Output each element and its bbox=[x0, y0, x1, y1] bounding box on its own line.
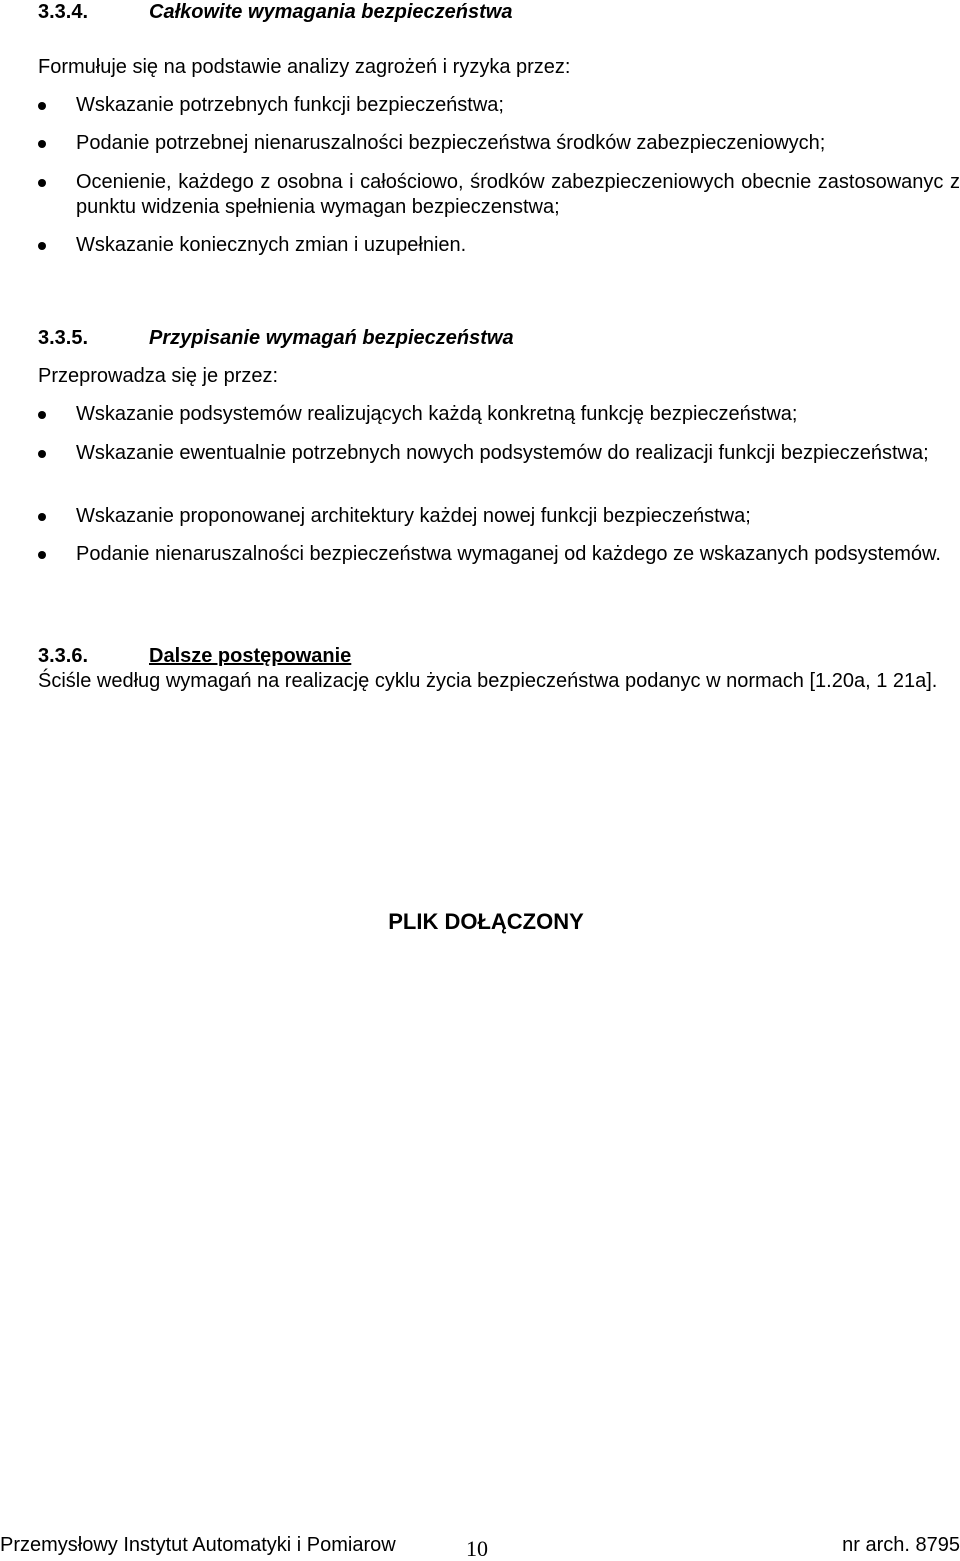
section-heading-3-3-5 bbox=[38, 326, 514, 351]
bullet-icon bbox=[38, 242, 46, 250]
bullet-icon bbox=[38, 513, 46, 521]
section-heading-3-3-4 bbox=[38, 0, 512, 25]
list-item-text: Wskazanie potrzebnych funkcji bezpieczeństwa; bbox=[76, 94, 504, 116]
list-item bbox=[38, 170, 960, 220]
list-item-text: Wskazanie proponowanej architektury każdej nowej funkcji bezpieczeństwa; bbox=[76, 505, 751, 527]
list-item-text: Ocenienie, każdego z osobna i całościowo, środków zabezpieczeniowych obecnie zastosowanyc z punktu widzenia spełnienia wymagan bezpieczenstwa; bbox=[76, 171, 960, 218]
bullet-icon bbox=[38, 411, 46, 419]
attachment-title: PLIK DOŁĄCZONY bbox=[388, 909, 584, 934]
section-title: Całkowite wymagania bezpieczeństwa bbox=[149, 1, 513, 23]
list-item bbox=[38, 542, 960, 592]
list-item-text: Podanie potrzebnej nienaruszalności bezpieczeństwa środków zabezpieczeniowych; bbox=[76, 132, 826, 154]
section-number: 3.3.5. bbox=[38, 327, 89, 349]
list-item-text: Wskazanie podsystemów realizujących każdą konkretną funkcję bezpieczeństwa; bbox=[76, 403, 798, 425]
footer-archive-number: nr arch. 8795 bbox=[842, 1534, 960, 1556]
footer-page-number: 10 bbox=[466, 1536, 488, 1561]
footer-institute: Przemysłowy Instytut Automatyki i Pomiarow bbox=[0, 1534, 396, 1556]
section-number: 3.3.4. bbox=[38, 1, 89, 23]
section-intro: Formułuje się na podstawie analizy zagrożeń i ryzyka przez: bbox=[38, 56, 571, 78]
bullet-icon bbox=[38, 102, 46, 110]
section-heading-3-3-6 bbox=[38, 644, 351, 669]
section-intro: Przeprowadza się je przez: bbox=[38, 365, 279, 387]
list-item bbox=[38, 441, 960, 491]
list-item-text: Podanie nienaruszalności bezpieczeństwa wymaganej od każdego ze wskazanych podsystemów. bbox=[76, 543, 941, 565]
bullet-icon bbox=[38, 140, 46, 148]
section-number: 3.3.6. bbox=[38, 645, 89, 667]
bullet-icon bbox=[38, 450, 46, 458]
section-title: Dalsze postępowanie bbox=[149, 645, 352, 667]
bullet-icon bbox=[38, 179, 46, 187]
section-body: Ściśle według wymagań na realizację cyklu życia bezpieczeństwa podanyc w normach [1.20a, 1 21a]. bbox=[38, 670, 938, 692]
section-title: Przypisanie wymagań bezpieczeństwa bbox=[149, 327, 514, 349]
list-item-text: Wskazanie ewentualnie potrzebnych nowych podsystemów do realizacji funkcji bezpieczeństwa; bbox=[76, 442, 929, 464]
list-item-text: Wskazanie koniecznych zmian i uzupełnien. bbox=[76, 234, 467, 256]
bullet-icon bbox=[38, 551, 46, 559]
